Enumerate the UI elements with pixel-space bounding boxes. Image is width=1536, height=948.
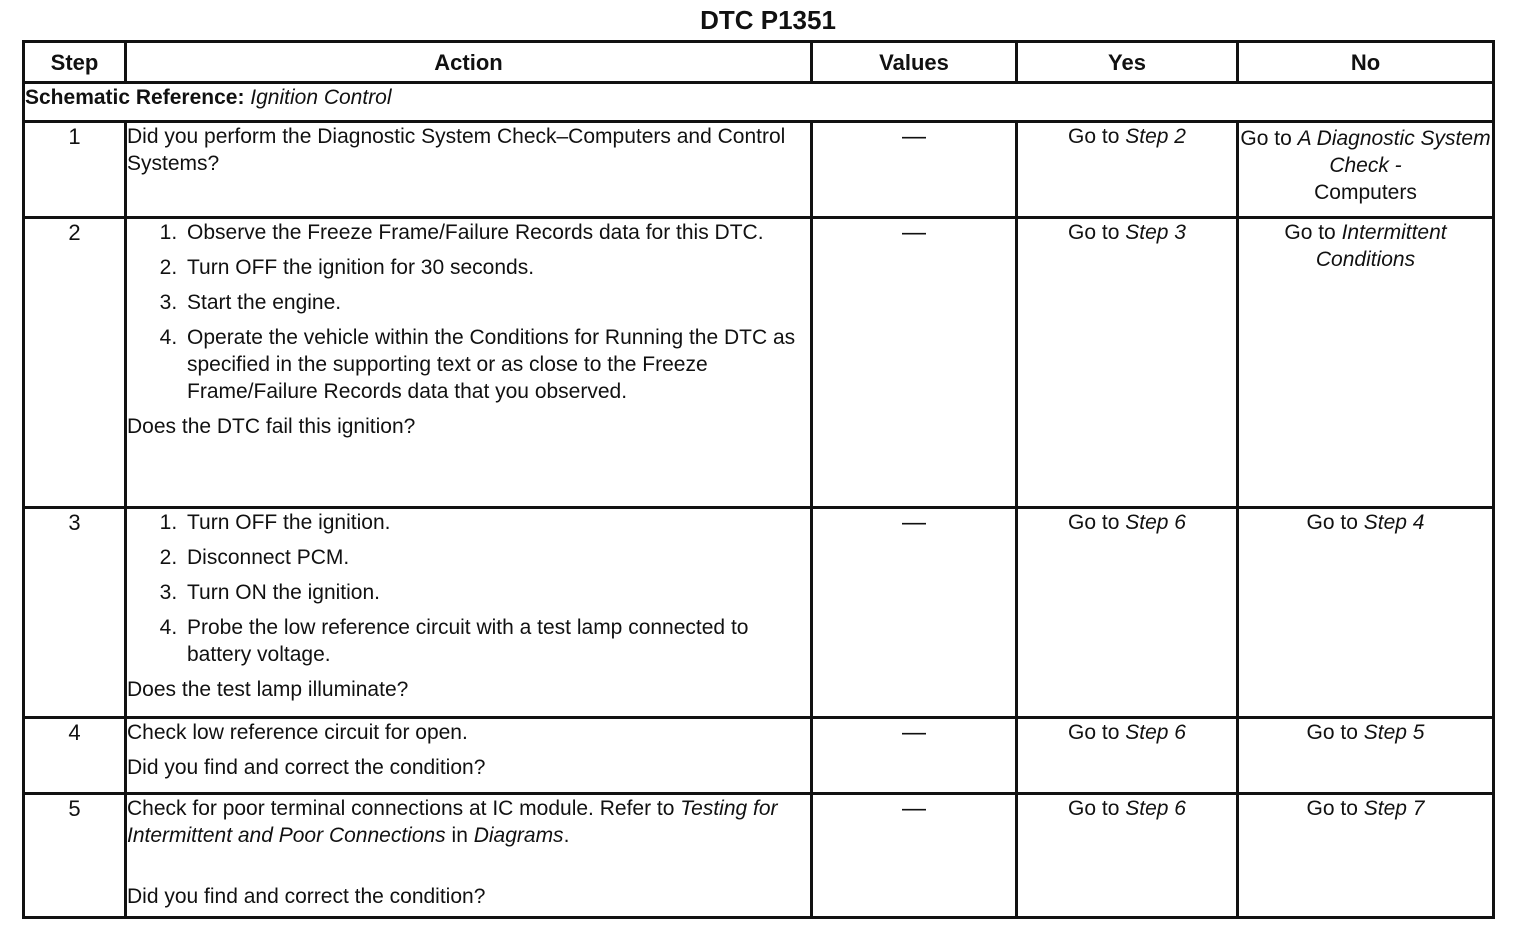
action-steps [127,219,810,405]
schematic-reference [24,83,1494,122]
goto-prefix: Go to [1068,797,1126,820]
action-step-item: 3. Turn ON the ignition. [183,579,810,606]
action-cell [126,508,812,718]
no-goto[interactable] [1284,221,1446,271]
action-text-part: . [563,824,570,847]
header-no: No [1238,42,1494,83]
reference-link[interactable]: Diagrams [473,824,564,847]
no-goto[interactable] [1240,127,1490,204]
yes-goto[interactable] [1068,721,1186,744]
action-step-item: 3. Start the engine. [183,289,810,316]
values-cell: — [812,218,1017,508]
goto-prefix: Go to [1068,125,1126,148]
action-text: Check low reference circuit for open. [127,721,468,744]
goto-prefix: Go to [1240,127,1298,150]
yes-cell [1017,794,1238,918]
action-text [127,795,810,849]
goto-prefix: Go to [1306,721,1364,744]
action-step-item: 2. Disconnect PCM. [183,544,810,571]
goto-suffix: Computers [1314,181,1417,204]
schematic-reference-row [24,83,1494,122]
action-question: Does the test lamp illuminate? [127,678,409,701]
goto-ref: Step 6 [1125,511,1186,534]
yes-cell [1017,718,1238,794]
action-cell [126,794,812,918]
yes-cell [1017,508,1238,718]
action-question: Did you find and correct the condition? [127,885,486,908]
action-step-item: 1. Turn OFF the ignition. [183,509,810,536]
goto-ref: Step 3 [1125,221,1186,244]
table-row [24,794,1494,918]
goto-ref: Intermittent Conditions [1315,221,1447,271]
table-row [24,508,1494,718]
values-cell: — [812,122,1017,218]
action-question: Does the DTC fail this ignition? [127,415,416,438]
step-number: 4 [24,718,126,794]
action-steps [127,509,810,668]
goto-ref: Step 6 [1125,797,1186,820]
no-cell [1238,508,1494,718]
action-step-item: 2. Turn OFF the ignition for 30 seconds. [183,254,810,281]
dtc-table [22,40,1495,919]
goto-prefix: Go to [1068,221,1126,244]
goto-ref: A Diagnostic System Check - [1297,127,1491,177]
yes-goto[interactable] [1068,125,1186,148]
goto-prefix: Go to [1284,221,1342,244]
header-action: Action [126,42,812,83]
action-step-item: 1. Observe the Freeze Frame/Failure Records data for this DTC. [183,219,810,246]
header-values: Values [812,42,1017,83]
schematic-label: Schematic Reference: [25,86,245,109]
goto-ref: Step 2 [1125,125,1186,148]
goto-ref: Step 7 [1363,797,1425,820]
step-number: 5 [24,794,126,918]
no-goto[interactable] [1307,511,1425,534]
table-row [24,218,1494,508]
no-cell [1238,122,1494,218]
no-goto[interactable] [1307,721,1425,744]
table-row [24,718,1494,794]
no-cell [1238,718,1494,794]
no-cell [1238,794,1494,918]
action-text-part: Check for poor terminal connections at IC module. Refer to [127,797,681,820]
action-cell [126,122,812,218]
yes-goto[interactable] [1068,797,1186,820]
goto-prefix: Go to [1068,721,1126,744]
goto-prefix: Go to [1306,797,1364,820]
goto-prefix: Go to [1068,511,1126,534]
goto-ref: Step 4 [1363,511,1425,534]
header-yes: Yes [1017,42,1238,83]
header-row [24,42,1494,83]
step-number: 3 [24,508,126,718]
action-cell [126,718,812,794]
action-question: Did you find and correct the condition? [127,756,486,779]
action-text-part: in [445,824,474,847]
values-cell: — [812,718,1017,794]
step-number: 2 [24,218,126,508]
action-cell [126,218,812,508]
yes-goto[interactable] [1068,221,1186,244]
goto-ref: Step 5 [1363,721,1425,744]
action-step-item: 4. Probe the low reference circuit with a test lamp connected to battery voltage. [183,614,810,668]
yes-goto[interactable] [1068,511,1186,534]
yes-cell [1017,122,1238,218]
schematic-value: Ignition Control [250,86,392,109]
yes-cell [1017,218,1238,508]
goto-ref: Step 6 [1125,721,1186,744]
header-step: Step [24,42,126,83]
table-row [24,122,1494,218]
no-goto[interactable] [1307,797,1425,820]
action-step-item: 4. Operate the vehicle within the Conditions for Running the DTC as specified in the supporting text or as close to the Freeze Frame/Failure Records data that you observed. [183,324,810,405]
page-title: DTC P1351 [700,5,836,35]
values-cell: — [812,508,1017,718]
goto-prefix: Go to [1306,511,1364,534]
step-number: 1 [24,122,126,218]
values-cell: — [812,794,1017,918]
no-cell [1238,218,1494,508]
action-text: Did you perform the Diagnostic System Check–Computers and Control Systems? [127,125,786,175]
reference-link[interactable]: Testing for Intermittent and Poor Connections [127,797,778,847]
